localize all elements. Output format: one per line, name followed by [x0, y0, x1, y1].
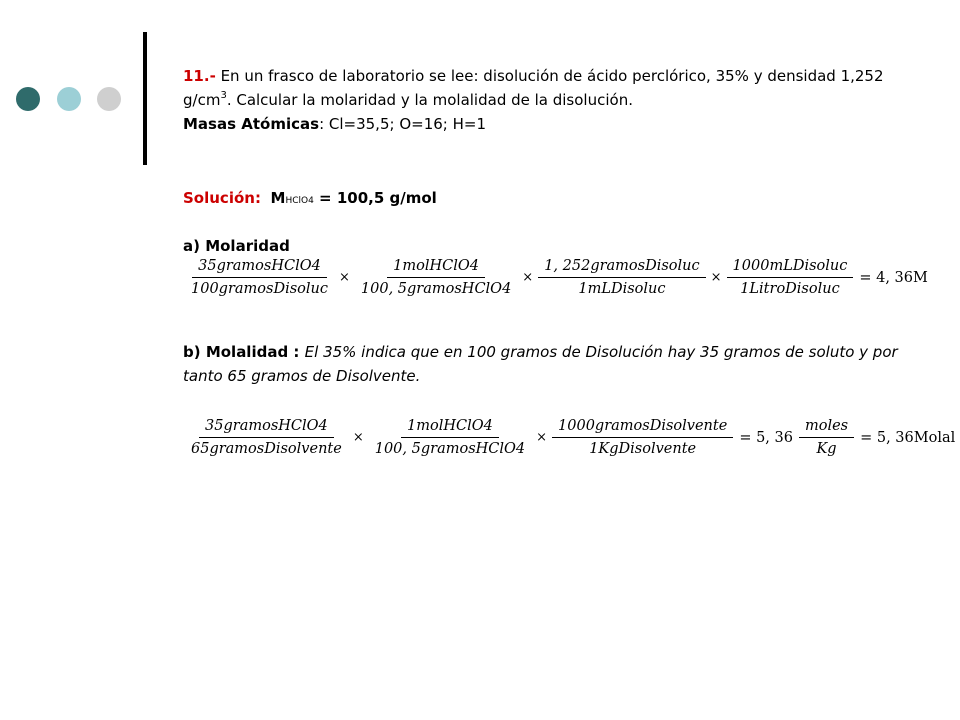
molarity-result: = 4, 36M	[859, 269, 928, 286]
solution-line	[183, 186, 437, 213]
problem-text-2: . Calcular la molaridad y la molalidad de la disolución.	[226, 91, 633, 109]
section-b	[183, 340, 903, 388]
molar-mass-symbol: M	[270, 189, 286, 207]
problem-text-1: En un frasco de laboratorio se lee: disolución de ácido perclórico, 35% y densidad 1,252 g/cm	[183, 67, 884, 109]
times-sign: ×	[522, 270, 534, 285]
section-b-explanation: El 35% indica que en 100 gramos de Disolución hay 35 gramos de soluto y por tanto 65 gramos de Disolvente.	[183, 343, 898, 385]
fraction: $\frac{\text{1, 252gramosDisoluc}}{\text{1mLDisoluc}}$	[538, 258, 705, 297]
masas-label: Masas Atómicas	[183, 115, 320, 133]
superscript: 3	[220, 90, 227, 101]
times-sign: ×	[710, 270, 722, 285]
vertical-divider	[143, 32, 147, 165]
times-sign: ×	[352, 430, 364, 445]
decorative-dot-light-blue	[57, 87, 81, 111]
molar-mass-sub: HClO4	[285, 196, 314, 206]
molality-result: = 5, 36Molal	[860, 429, 956, 446]
fraction: $\frac{\text{1molHClO4}}{\text{100, 5gramosHClO4}}$	[374, 418, 526, 457]
times-sign: ×	[339, 270, 350, 285]
molar-mass-value: = 100,5 g/mol	[313, 189, 437, 207]
unit-fraction: $\frac{\text{moles}}{Kg}$	[799, 418, 854, 457]
problem-number: 11.-	[183, 67, 216, 85]
molarity-equation	[183, 258, 932, 297]
fraction: $\frac{\text{35gramosHClO4}}{\text{100gramosDisoluc}}$	[191, 258, 328, 297]
molality-equals-1: = 5, 36	[739, 429, 793, 446]
problem-statement	[183, 64, 903, 136]
section-a-heading: a) Molaridad	[183, 237, 290, 255]
times-sign: ×	[536, 430, 548, 445]
decorative-dot-dark	[16, 87, 40, 111]
section-b-heading: b) Molalidad	[183, 343, 289, 361]
solution-label: Solución:	[183, 189, 261, 207]
molality-equation	[183, 418, 959, 457]
decorative-dot-gray	[97, 87, 121, 111]
fraction: $\frac{\text{1molHClO4}}{\text{100, 5gramosHClO4}}$	[360, 258, 512, 297]
fraction: $\frac{\text{1000gramosDisolvente}}{\text{1KgDisolvente}}$	[552, 418, 733, 457]
fraction: $\frac{\text{35gramosHClO4}}{\text{65gramosDisolvente}}$	[191, 418, 342, 457]
fraction: $\frac{\text{1000mLDisoluc}}{\text{1LitroDisoluc}}$	[727, 258, 854, 297]
section-b-sep: :	[288, 343, 305, 361]
masas-values: : Cl=35,5; O=16; H=1	[319, 115, 486, 133]
